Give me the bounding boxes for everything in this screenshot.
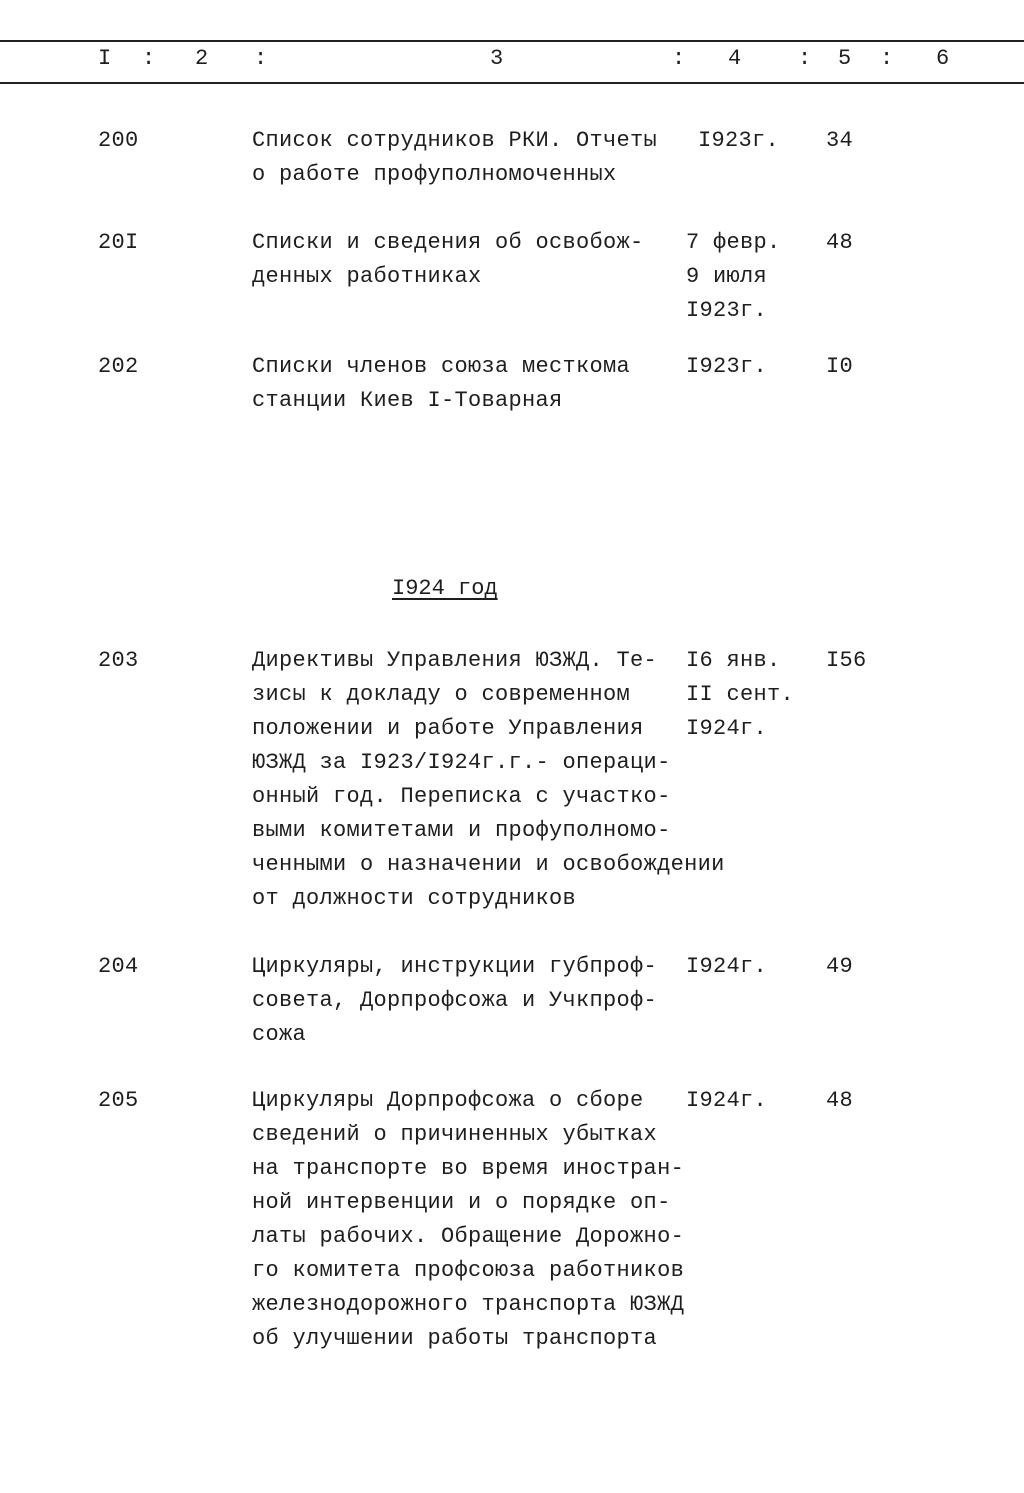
entry-date: I923г. — [686, 298, 768, 323]
entry-date: 7 февр. — [686, 230, 781, 255]
entry-sheets: 48 — [826, 230, 854, 255]
entry-title-line: Списки и сведения об освобож- — [252, 230, 644, 255]
entry-title-line: Циркуляры Дорпрофсожа о сборе — [252, 1088, 644, 1113]
col-sep: : — [672, 46, 686, 71]
entry-number: 202 — [98, 354, 139, 379]
entry-date: I924г. — [686, 954, 768, 979]
entry-title-line: онный год. Переписка с участко- — [252, 784, 671, 809]
header-bottom-rule — [0, 82, 1024, 84]
header-top-rule — [0, 40, 1024, 42]
col-2-label: 2 — [195, 46, 209, 71]
entry-title-line: об улучшении работы транспорта — [252, 1326, 658, 1351]
col-6-label: 6 — [936, 46, 950, 71]
entry-title-line: Списки членов союза месткома — [252, 354, 631, 379]
entry-title-line: ной интервенции и о порядке оп- — [252, 1190, 671, 1215]
col-sep: : — [798, 46, 812, 71]
entry-number: 203 — [98, 648, 139, 673]
entry-title-line: денных работниках — [252, 264, 482, 289]
entry-title-line: сведений о причиненных убытках — [252, 1122, 658, 1147]
entry-sheets: 49 — [826, 954, 854, 979]
col-sep: : — [142, 46, 156, 71]
entry-sheets: 34 — [826, 128, 854, 153]
section-heading-year: I924 год — [392, 576, 498, 601]
col-sep: : — [880, 46, 894, 71]
entry-date: I924г. — [686, 1088, 768, 1113]
entry-date: I923г. — [698, 128, 780, 153]
entry-number: 204 — [98, 954, 139, 979]
entry-date: 9 июля — [686, 264, 768, 289]
col-1-label: I — [98, 46, 112, 71]
entry-title-line: Циркуляры, инструкции губпроф- — [252, 954, 658, 979]
col-4-label: 4 — [728, 46, 742, 71]
entry-title-line: железнодорожного транспорта ЮЗЖД — [252, 1292, 685, 1317]
entry-title-line: ЮЗЖД за I923/I924г.г.- операци- — [252, 750, 671, 775]
entry-title-line: станции Киев I-Товарная — [252, 388, 563, 413]
entry-title-line: го комитета профсоюза работников — [252, 1258, 685, 1283]
entry-title-line: Список сотрудников РКИ. Отчеты — [252, 128, 658, 153]
entry-title-line: сожа — [252, 1022, 307, 1047]
entry-date: I6 янв. — [686, 648, 781, 673]
entry-title-line: о работе профуполномоченных — [252, 162, 617, 187]
entry-date: I923г. — [686, 354, 768, 379]
entry-title-line: зисы к докладу о современном — [252, 682, 631, 707]
entry-title-line: ченными о назначении и освобождении — [252, 852, 725, 877]
entry-title-line: выми комитетами и профуполномо- — [252, 818, 671, 843]
col-sep: : — [254, 46, 268, 71]
entry-sheets: 48 — [826, 1088, 854, 1113]
entry-sheets: I0 — [826, 354, 854, 379]
entry-number: 200 — [98, 128, 139, 153]
entry-title-line: от должности сотрудников — [252, 886, 577, 911]
entry-title-line: латы рабочих. Обращение Дорожно- — [252, 1224, 685, 1249]
entry-title-line: совета, Дорпрофсожа и Учкпроф- — [252, 988, 658, 1013]
entry-title-line: на транспорте во время иностран- — [252, 1156, 685, 1181]
entry-sheets: I56 — [826, 648, 867, 673]
entry-number: 20I — [98, 230, 139, 255]
col-3-label: 3 — [490, 46, 504, 71]
entry-number: 205 — [98, 1088, 139, 1113]
entry-date: II сент. — [686, 682, 795, 707]
entry-date: I924г. — [686, 716, 768, 741]
entry-title-line: положении и работе Управления — [252, 716, 644, 741]
col-5-label: 5 — [838, 46, 852, 71]
entry-title-line: Директивы Управления ЮЗЖД. Те- — [252, 648, 658, 673]
